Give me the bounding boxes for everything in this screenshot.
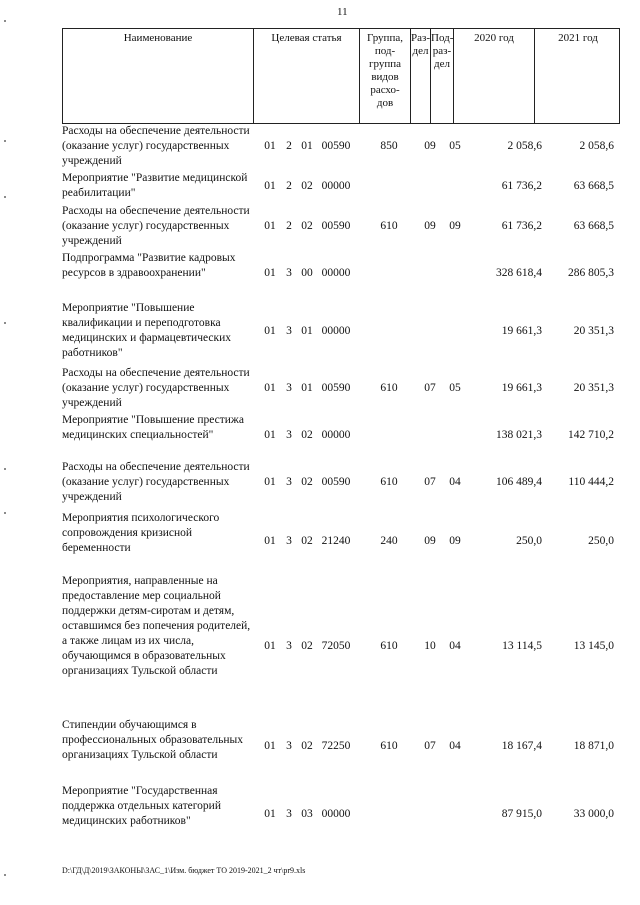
cell-y2020: 61 736,2 (501, 220, 542, 232)
cell-y2021: 20 351,3 (573, 324, 614, 337)
cell-y2021: 142 710,2 (568, 429, 614, 441)
cell-y2021: 250,0 (588, 534, 614, 547)
cell-c4: 00590 (321, 476, 351, 488)
cell-c1: 01 (264, 807, 276, 820)
table-header (62, 28, 620, 124)
cell-c3: 01 (301, 324, 313, 337)
cell-c4: 00000 (321, 429, 351, 441)
cell-section: 07 (424, 476, 436, 488)
page-number: 11 (337, 6, 348, 18)
cell-y2021: 63 668,5 (573, 220, 614, 232)
cell-c4: 00000 (321, 179, 351, 192)
cell-c3: 02 (301, 476, 313, 488)
cell-group: 610 (380, 476, 398, 488)
cell-c2: 3 (286, 429, 292, 441)
cell-c4: 72250 (321, 740, 351, 752)
row-name: Расходы на обеспечение деятельности (оказание услуг) государственных учреждений (62, 367, 250, 409)
cell-c4: 00000 (321, 807, 351, 820)
cell-c1: 01 (264, 429, 276, 441)
cell-y2020: 106 489,4 (496, 476, 542, 488)
cell-section: 09 (424, 220, 436, 232)
row-name: Стипендии обучающимся в профессиональных образовательных организациях Тульской области (62, 719, 243, 761)
cell-group: 610 (380, 382, 398, 394)
cell-c4: 00590 (321, 382, 351, 394)
cell-y2020: 19 661,3 (501, 382, 542, 394)
cell-y2021: 18 871,0 (573, 740, 614, 752)
cell-y2020: 87 915,0 (501, 807, 542, 820)
cell-subsection: 04 (449, 639, 461, 652)
cell-c4: 00000 (321, 267, 351, 279)
cell-group: 610 (380, 740, 398, 752)
cell-c3: 00 (301, 267, 313, 279)
cell-section: 07 (424, 740, 436, 752)
cell-subsection: 09 (449, 534, 461, 547)
row-name: Расходы на обеспечение деятельности (оказание услуг) государственных учреждений (62, 461, 250, 503)
cell-c1: 01 (264, 140, 276, 152)
row-name: Мероприятие "Государственная поддержка отдельных категорий медицинских работников" (62, 785, 221, 827)
cell-section: 07 (424, 382, 436, 394)
row-name: Мероприятие "Повышение престижа медицинских специальностей" (62, 414, 244, 441)
row-name: Расходы на обеспечение деятельности (оказание услуг) государственных учреждений (62, 125, 250, 167)
cell-y2020: 19 661,3 (501, 324, 542, 337)
cell-c3: 02 (301, 179, 313, 192)
header-section: Раз- дел (410, 29, 430, 123)
cell-c1: 01 (264, 382, 276, 394)
cell-y2021: 2 058,6 (579, 140, 614, 152)
cell-y2020: 250,0 (516, 534, 542, 547)
cell-y2021: 286 805,3 (568, 267, 614, 279)
row-name: Расходы на обеспечение деятельности (оказание услуг) государственных учреждений (62, 205, 250, 247)
cell-group: 610 (380, 639, 398, 652)
cell-group: 610 (380, 220, 398, 232)
cell-y2021: 20 351,3 (573, 382, 614, 394)
cell-c4: 00590 (321, 140, 351, 152)
cell-c2: 3 (286, 267, 292, 279)
cell-c1: 01 (264, 740, 276, 752)
cell-c4: 21240 (321, 534, 351, 547)
cell-group: 850 (380, 140, 398, 152)
cell-c2: 2 (286, 220, 292, 232)
cell-section: 09 (424, 140, 436, 152)
row-name: Мероприятие "Повышение квалификации и переподготовка медицинских и фармацевтических работников" (62, 302, 231, 359)
cell-c2: 3 (286, 324, 292, 337)
cell-c4: 00590 (321, 220, 351, 232)
header-2021: 2021 год (534, 29, 621, 123)
cell-y2021: 13 145,0 (573, 639, 614, 652)
cell-section: 09 (424, 534, 436, 547)
cell-y2021: 63 668,5 (573, 179, 614, 192)
cell-c4: 00000 (321, 324, 351, 337)
header-name: Наименование (123, 32, 193, 44)
cell-c3: 01 (301, 140, 313, 152)
cell-c1: 01 (264, 179, 276, 192)
cell-c3: 03 (301, 807, 313, 820)
cell-y2020: 13 114,5 (502, 639, 542, 652)
cell-subsection: 04 (449, 740, 461, 752)
header-target: Целевая статья (253, 29, 359, 123)
row-name: Мероприятие "Развитие медицинской реабилитации" (62, 172, 248, 199)
cell-y2020: 328 618,4 (496, 267, 542, 279)
cell-c2: 2 (286, 140, 292, 152)
cell-c3: 02 (301, 534, 313, 547)
cell-group: 240 (380, 534, 398, 547)
cell-c2: 3 (286, 534, 292, 547)
cell-c2: 3 (286, 807, 292, 820)
cell-y2021: 110 444,2 (568, 476, 614, 488)
row-name: Подпрограмма "Развитие кадровых ресурсов в здравоохранении" (62, 252, 236, 279)
cell-y2021: 33 000,0 (573, 807, 614, 820)
cell-y2020: 2 058,6 (507, 140, 542, 152)
cell-subsection: 05 (449, 140, 461, 152)
row-name: Мероприятия, направленные на предоставление мер социальной поддержки детям-сиротам и детям, оставшимся без попечения родителей, а также лицам из их числа, обучающимся в образовательных организациях Тульской области (62, 575, 251, 677)
cell-y2020: 18 167,4 (501, 740, 542, 752)
cell-subsection: 05 (449, 382, 461, 394)
scan-edge-marks (4, 0, 8, 905)
cell-c2: 3 (286, 382, 292, 394)
cell-c3: 01 (301, 382, 313, 394)
file-path-footer: D:\ГД\Д\2019\ЗАКОНЫ\ЗАС_1\Изм. бюджет ТО 2019-2021_2 чт\pr9.xls (62, 866, 306, 875)
cell-c1: 01 (264, 534, 276, 547)
cell-c2: 3 (286, 639, 292, 652)
cell-c3: 02 (301, 220, 313, 232)
cell-y2020: 61 736,2 (501, 179, 542, 192)
cell-subsection: 09 (449, 220, 461, 232)
cell-c2: 2 (286, 179, 292, 192)
cell-c2: 3 (286, 476, 292, 488)
cell-c1: 01 (264, 639, 276, 652)
cell-c1: 01 (264, 476, 276, 488)
cell-c3: 02 (301, 740, 313, 752)
header-subsection: Под- раз- дел (430, 29, 453, 123)
cell-c1: 01 (264, 267, 276, 279)
cell-c1: 01 (264, 324, 276, 337)
cell-y2020: 138 021,3 (496, 429, 542, 441)
cell-c3: 02 (301, 429, 313, 441)
cell-c1: 01 (264, 220, 276, 232)
header-group: Группа, под- группа видов расхо- дов (359, 29, 410, 123)
cell-c4: 72050 (321, 639, 351, 652)
cell-c2: 3 (286, 740, 292, 752)
cell-subsection: 04 (449, 476, 461, 488)
cell-c3: 02 (301, 639, 313, 652)
row-name: Мероприятия психологического сопровождения кризисной беременности (62, 512, 220, 554)
cell-section: 10 (424, 639, 436, 652)
header-2020: 2020 год (453, 29, 534, 123)
